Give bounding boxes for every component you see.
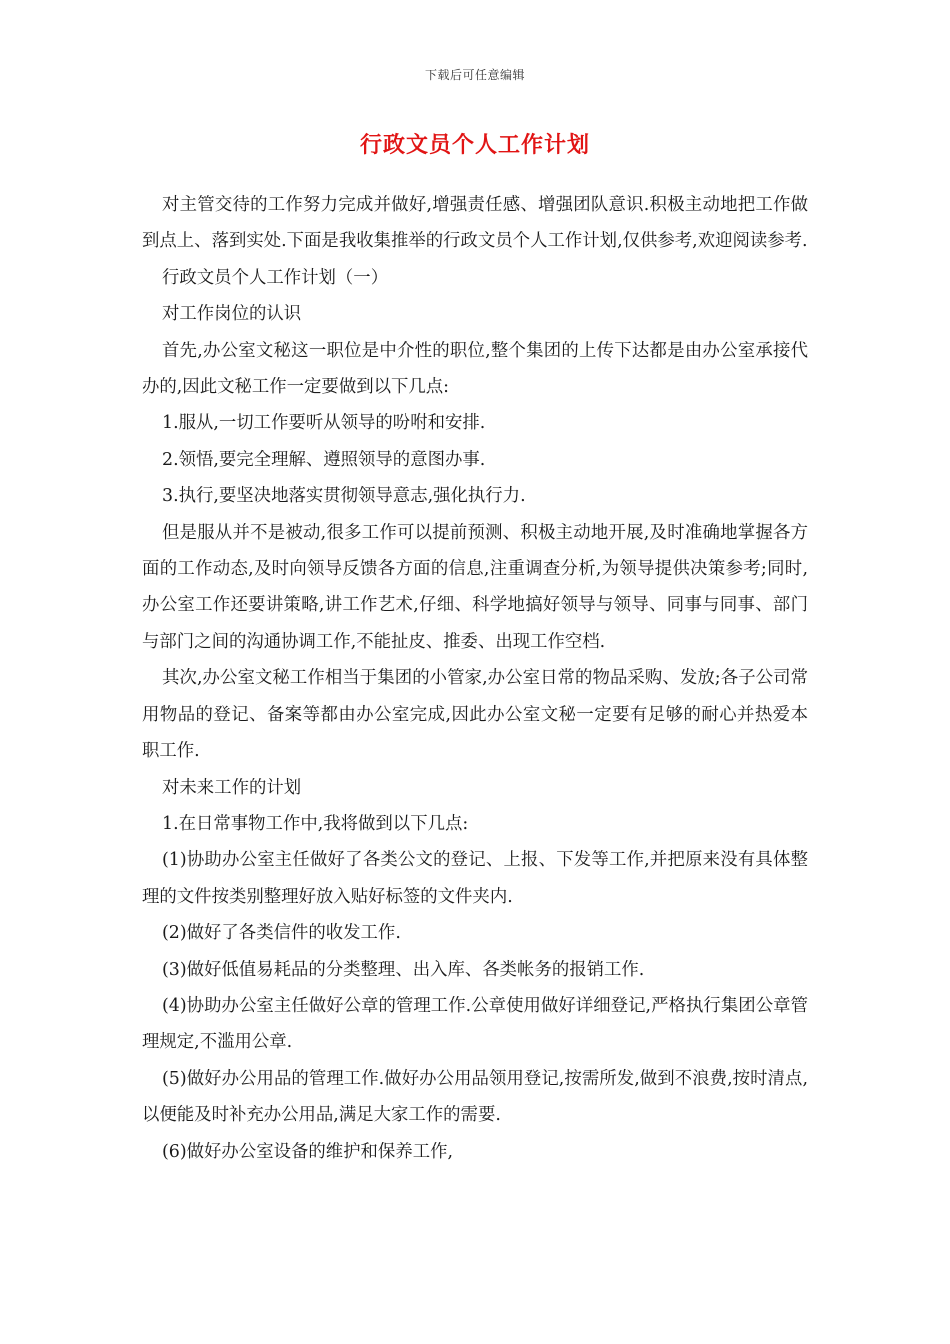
document-title: 行政文员个人工作计划 bbox=[359, 132, 590, 158]
paragraph: 首先,办公室文秘这一职位是中介性的职位,整个集团的上传下达都是由办公室承接代办的,因此文秘工作一定要做到以下几点: bbox=[142, 340, 808, 398]
list-item: (2)做好了各类信件的收发工作. bbox=[162, 923, 401, 944]
list-item: (5)做好办公用品的管理工作.做好办公用品领用登记,按需所发,做到不浪费,按时清点,以便能及时补充办公用品,满足大家工作的需要. bbox=[142, 1068, 808, 1126]
list-item: (3)做好低值易耗品的分类整理、出入库、各类帐务的报销工作. bbox=[162, 959, 645, 980]
paragraph: 但是服从并不是被动,很多工作可以提前预测、积极主动地开展,及时准确地掌握各方面的工作动态,及时向领导反馈各方面的信息,注重调查分析,为领导提供决策参考;同时,办公室工作还要讲策略,讲工作艺术,仔细、科学地搞好领导与领导、同事与同事、部门与部门之间的沟通协调工作,不能扯皮、推委、出现工作空档. bbox=[142, 522, 808, 652]
list-item: (6)做好办公室设备的维护和保养工作, bbox=[162, 1141, 454, 1162]
header-note: 下载后可任意编辑 bbox=[424, 68, 525, 82]
list-item: (4)协助办公室主任做好公章的管理工作.公章使用做好详细登记,严格执行集团公章管理规定,不滥用公章. bbox=[142, 995, 808, 1053]
list-item: 1.在日常事物工作中,我将做到以下几点: bbox=[162, 813, 469, 834]
paragraph: 其次,办公室文秘工作相当于集团的小管家,办公室日常的物品采购、发放;各子公司常用物品的登记、备案等都由办公室完成,因此办公室文秘一定要有足够的耐心并热爱本职工作. bbox=[142, 668, 808, 762]
list-item: 1.服从,一切工作要听从领导的吩咐和安排. bbox=[162, 413, 486, 434]
subheading: 对工作岗位的认识 bbox=[162, 304, 302, 325]
list-item: (1)协助办公室主任做好了各类公文的登记、上报、下发等工作,并把原来没有具体整理的文件按类别整理好放入贴好标签的文件夹内. bbox=[142, 850, 808, 907]
document-body bbox=[142, 187, 808, 1170]
section-heading: 行政文员个人工作计划（一） bbox=[162, 267, 389, 288]
list-item: 2.领悟,要完全理解、遵照领导的意图办事. bbox=[162, 449, 486, 470]
list-item: 3.执行,要坚决地落实贯彻领导意志,强化执行力. bbox=[162, 486, 526, 507]
subheading: 对未来工作的计划 bbox=[162, 777, 302, 798]
paragraph-intro: 对主管交待的工作努力完成并做好,增强责任感、增强团队意识.积极主动地把工作做到点上、落到实处.下面是我收集推举的行政文员个人工作计划,仅供参考,欢迎阅读参考. bbox=[142, 195, 808, 252]
